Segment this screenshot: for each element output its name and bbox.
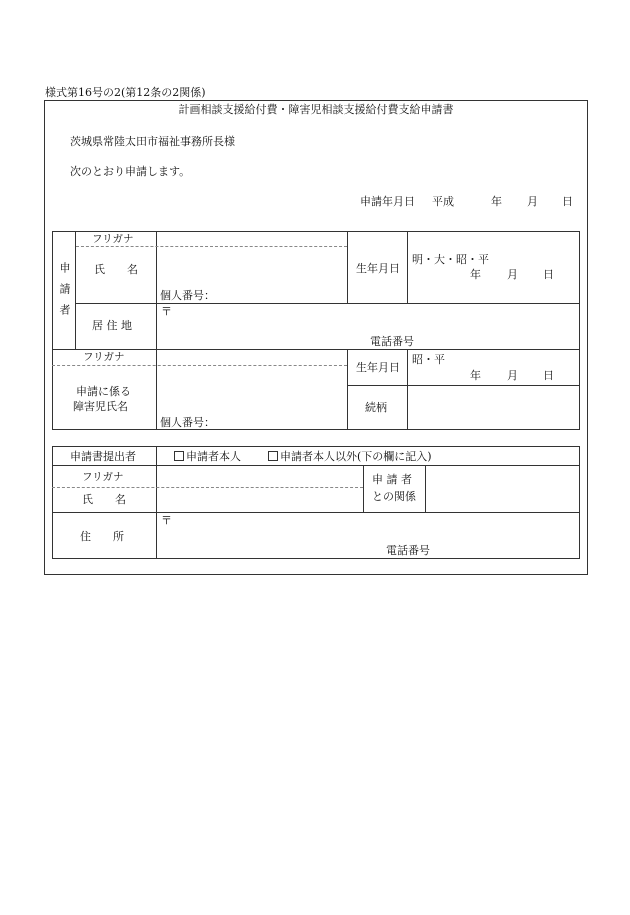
child-birth-label: 生年月日 (356, 361, 400, 374)
applicant-furigana-label: フリガナ (92, 233, 134, 245)
submitter-relation-line2: との関係 (372, 490, 416, 503)
checkbox-self[interactable] (174, 451, 184, 461)
applicant-birth-year[interactable]: 年 (470, 268, 481, 281)
submitter-option-self[interactable]: 申請者本人 (174, 450, 241, 463)
child-furigana-field[interactable] (157, 350, 346, 365)
intro-text: 次のとおり申請します。 (70, 165, 191, 178)
submitter-label: 申請書提出者 (70, 450, 136, 463)
submitter-relation-field[interactable] (426, 466, 579, 511)
checkbox-other[interactable] (268, 451, 278, 461)
applicant-phone-label: 電話番号 (370, 335, 414, 348)
date-day[interactable]: 日 (562, 195, 573, 208)
child-birth-eras[interactable]: 昭・平 (412, 353, 445, 366)
applicant-address-label: 居 住 地 (92, 319, 132, 332)
applicant-birth-month[interactable]: 月 (507, 268, 518, 281)
submitter-relation-line1: 申 請 者 (372, 473, 412, 486)
child-personal-number[interactable]: 個人番号： (160, 416, 215, 429)
child-birth-month[interactable]: 月 (507, 369, 518, 382)
form-number: 様式第16号の2(第12条の2関係) (45, 86, 206, 99)
applicant-birth-label: 生年月日 (356, 262, 400, 275)
submitter-option-other[interactable]: 申請者本人以外(下の欄に記入) (268, 450, 432, 463)
date-label: 申請年月日 (360, 195, 415, 208)
applicant-address-field[interactable] (157, 304, 579, 348)
child-label-line2: 障害児氏名 (73, 400, 128, 413)
applicant-side-label: 申請者 (58, 262, 71, 325)
date-era: 平成 (432, 195, 454, 208)
submitter-name-label: 氏 名 (82, 493, 126, 506)
child-relation-field[interactable] (408, 386, 579, 429)
applicant-birth-day[interactable]: 日 (543, 268, 554, 281)
submitter-name-field[interactable] (157, 488, 362, 511)
date-year[interactable]: 年 (491, 195, 502, 208)
applicant-furigana-field[interactable] (157, 232, 346, 246)
applicant-name-label: 氏 名 (94, 263, 138, 276)
child-label-line1: 申請に係る (76, 385, 131, 398)
child-furigana-label: フリガナ (83, 351, 125, 363)
child-birth-day[interactable]: 日 (543, 369, 554, 382)
applicant-personal-number[interactable]: 個人番号： (160, 289, 215, 302)
submitter-address-field[interactable] (157, 513, 579, 558)
applicant-name-field[interactable] (157, 247, 346, 287)
applicant-postal-mark: 〒 (161, 305, 172, 318)
date-month[interactable]: 月 (527, 195, 538, 208)
addressee: 茨城県常陸太田市福祉事務所長様 (70, 135, 235, 148)
submitter-furigana-field[interactable] (157, 466, 362, 487)
submitter-phone-label: 電話番号 (386, 544, 430, 557)
submitter-address-label: 住 所 (80, 530, 124, 543)
submitter-furigana-label: フリガナ (82, 471, 124, 483)
submitter-postal-mark: 〒 (161, 514, 172, 527)
child-relation-label: 続柄 (365, 401, 387, 414)
child-birth-year[interactable]: 年 (470, 369, 481, 382)
form-title: 計画相談支援給付費・障害児相談支援給付費支給申請書 (178, 103, 454, 116)
child-name-field[interactable] (157, 366, 346, 412)
applicant-birth-eras[interactable]: 明・大・昭・平 (412, 253, 489, 266)
